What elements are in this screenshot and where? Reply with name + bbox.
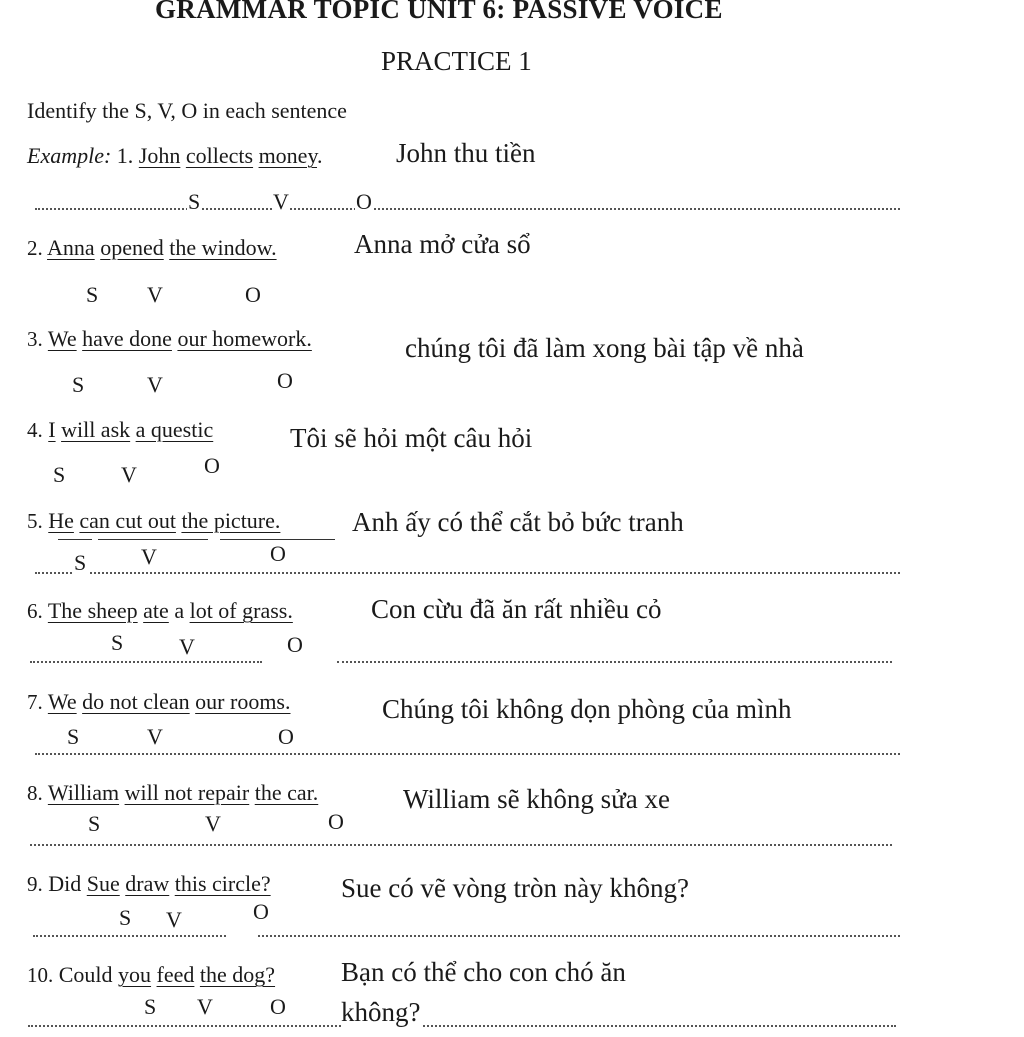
subject-phrase: He bbox=[48, 508, 74, 533]
answer-line bbox=[33, 935, 226, 937]
sentence: 10. Could you feed the dog? bbox=[27, 962, 276, 987]
translation-text: William sẽ không sửa xe bbox=[403, 784, 670, 814]
verb-phrase: will not repair bbox=[124, 780, 250, 805]
object-label: O bbox=[328, 809, 344, 834]
subject-phrase: Sue bbox=[86, 871, 120, 896]
answer-line bbox=[35, 572, 900, 574]
answer-line bbox=[30, 844, 892, 846]
underline bbox=[220, 539, 335, 540]
verb-phrase: collects bbox=[185, 143, 254, 168]
verb-phrase: opened bbox=[100, 235, 164, 260]
instruction-text: Identify the S, V, O in each sentence bbox=[27, 98, 347, 123]
answer-line bbox=[28, 1025, 896, 1027]
subject-phrase: John bbox=[138, 143, 181, 168]
sentence: 9. Did Sue draw this circle? bbox=[27, 871, 271, 896]
verb-label: V bbox=[205, 811, 221, 836]
item-number: 1. bbox=[116, 143, 134, 168]
object-label: O bbox=[277, 368, 293, 393]
example-label: Example: bbox=[27, 143, 112, 168]
subject-label: S bbox=[72, 372, 85, 397]
translation-text: John thu tiền bbox=[396, 138, 536, 168]
translation-text: Anh ấy có thể cắt bỏ bức tranh bbox=[352, 507, 684, 537]
object-phrase: the picture. bbox=[181, 508, 281, 533]
sentence bbox=[27, 780, 318, 806]
translation-text-continued: không? bbox=[341, 997, 421, 1027]
object-phrase: the car. bbox=[254, 780, 319, 805]
verb-label: V bbox=[179, 634, 195, 659]
object-label: O bbox=[204, 453, 220, 478]
object-phrase: our rooms. bbox=[195, 689, 291, 714]
subject-label: S bbox=[188, 189, 201, 214]
example-sentence: Example: 1. John collects money. bbox=[27, 143, 323, 168]
object-phrase: lot of grass. bbox=[189, 598, 293, 623]
sentence bbox=[27, 235, 277, 261]
answer-line bbox=[30, 661, 262, 663]
answer-line bbox=[35, 753, 900, 755]
object-label: O bbox=[270, 994, 286, 1019]
item-number: 3. bbox=[27, 327, 43, 351]
verb-label: V bbox=[147, 724, 163, 749]
answer-line bbox=[337, 661, 892, 663]
item-number: 10. bbox=[27, 963, 54, 987]
item-number: 9. bbox=[27, 872, 43, 896]
practice-subtitle: PRACTICE 1 bbox=[381, 46, 532, 76]
verb-phrase: can cut out bbox=[79, 508, 176, 533]
verb-phrase: feed bbox=[156, 962, 195, 987]
subject-phrase: We bbox=[47, 326, 77, 351]
item-number: 6. bbox=[27, 599, 43, 623]
object-label: O bbox=[356, 189, 372, 214]
translation-text: Tôi sẽ hỏi một câu hỏi bbox=[290, 423, 533, 453]
sentence: 6. The sheep ate a lot of grass. bbox=[27, 598, 293, 623]
object-label: O bbox=[287, 632, 303, 657]
subject-phrase: I bbox=[48, 417, 56, 442]
item-number: 5. bbox=[27, 509, 43, 533]
object-label: O bbox=[278, 724, 294, 749]
verb-label: V bbox=[147, 372, 163, 397]
translation-text: Anna mở cửa sổ bbox=[354, 229, 531, 259]
underline bbox=[98, 539, 208, 540]
object-phrase: this circle? bbox=[174, 871, 271, 896]
object-phrase: the dog? bbox=[199, 962, 276, 987]
subject-label: S bbox=[67, 724, 80, 749]
translation-text: Con cừu đã ăn rất nhiều cỏ bbox=[371, 594, 662, 624]
sentence bbox=[27, 417, 213, 443]
verb-phrase: do not clean bbox=[82, 689, 190, 714]
sentence bbox=[27, 326, 312, 352]
subject-label: S bbox=[88, 811, 101, 836]
verb-phrase: have done bbox=[82, 326, 172, 351]
subject-phrase: The sheep bbox=[47, 598, 138, 623]
verb-label: V bbox=[121, 462, 137, 487]
verb-label: V bbox=[141, 544, 157, 569]
item-number: 7. bbox=[27, 690, 43, 714]
verb-phrase: will ask bbox=[61, 417, 131, 442]
item-number: 2. bbox=[27, 236, 43, 260]
subject-phrase: you bbox=[118, 962, 152, 987]
verb-label: V bbox=[197, 994, 213, 1019]
verb-label: V bbox=[147, 282, 163, 307]
object-phrase: money bbox=[258, 143, 318, 168]
subject-label: S bbox=[86, 282, 99, 307]
subject-label: S bbox=[74, 550, 87, 575]
subject-phrase: We bbox=[47, 689, 77, 714]
answer-line bbox=[35, 208, 900, 210]
answer-line bbox=[258, 935, 900, 937]
verb-label: V bbox=[166, 907, 182, 932]
subject-label: S bbox=[53, 462, 66, 487]
object-label: O bbox=[245, 282, 261, 307]
worksheet-title: GRAMMAR TOPIC UNIT 6: PASSIVE VOICE bbox=[155, 0, 723, 24]
translation-text: chúng tôi đã làm xong bài tập về nhà bbox=[405, 333, 804, 363]
translation-text: Sue có vẽ vòng tròn này không? bbox=[341, 873, 689, 903]
object-phrase: the window. bbox=[169, 235, 277, 260]
underline bbox=[58, 539, 92, 540]
object-label: O bbox=[253, 899, 269, 924]
item-number: 4. bbox=[27, 418, 43, 442]
object-phrase: a questic bbox=[135, 417, 214, 442]
object-phrase: our homework. bbox=[177, 326, 312, 351]
item-number: 8. bbox=[27, 781, 43, 805]
object-label: O bbox=[270, 541, 286, 566]
verb-label: V bbox=[273, 189, 289, 214]
subject-label: S bbox=[119, 905, 132, 930]
subject-phrase: William bbox=[47, 780, 120, 805]
sentence bbox=[27, 689, 291, 715]
subject-label: S bbox=[111, 630, 124, 655]
translation-text: Chúng tôi không dọn phòng của mình bbox=[382, 694, 792, 724]
verb-phrase: draw bbox=[125, 871, 170, 896]
verb-phrase: ate bbox=[143, 598, 169, 623]
translation-text: Bạn có thể cho con chó ăn bbox=[341, 957, 626, 987]
subject-phrase: Anna bbox=[47, 235, 95, 260]
subject-label: S bbox=[144, 994, 157, 1019]
sentence bbox=[27, 508, 280, 534]
